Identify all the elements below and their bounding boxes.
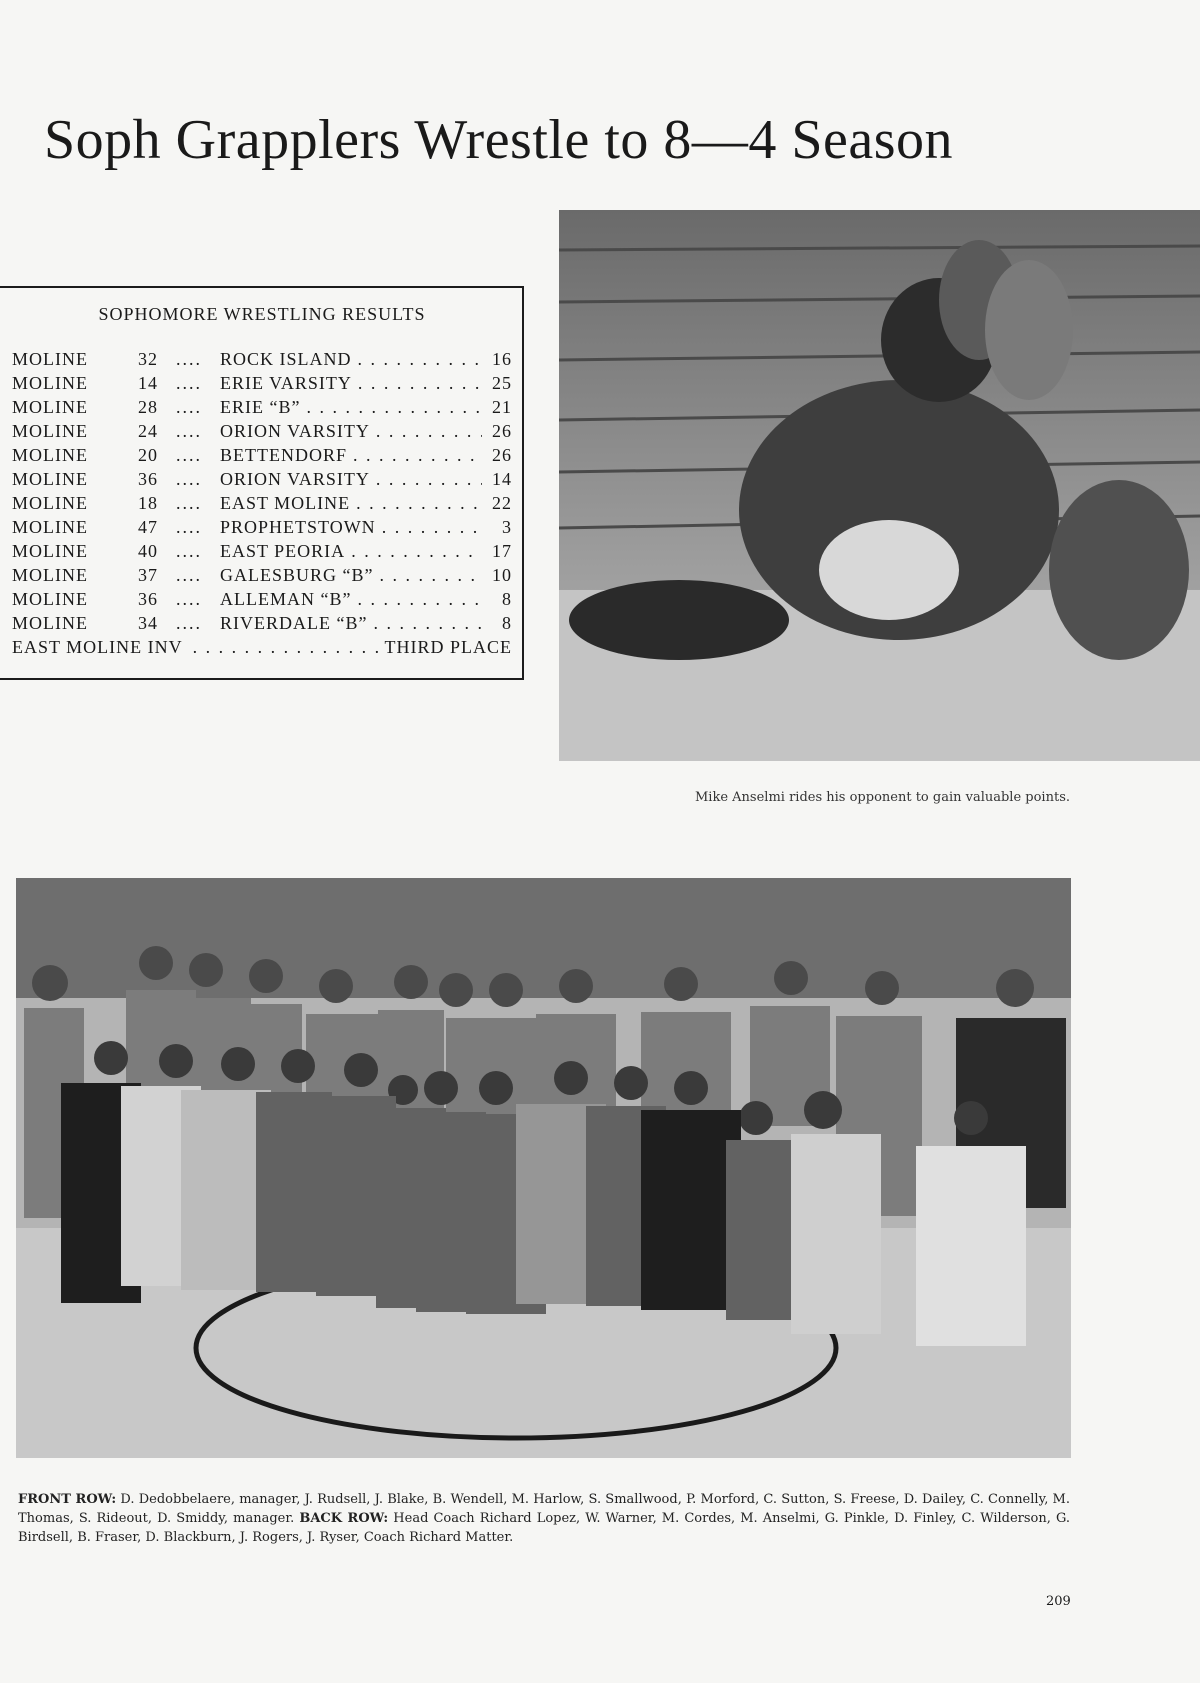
separator-dots: .... xyxy=(176,373,202,393)
result-row xyxy=(12,539,512,563)
moline-score: 18 xyxy=(138,493,158,513)
moline-score: 40 xyxy=(138,541,158,561)
moline-score: 24 xyxy=(138,421,158,441)
opponent-name: ORION VARSITY xyxy=(220,421,370,441)
opponent-score: 25 xyxy=(492,373,512,393)
team-name: MOLINE xyxy=(12,493,88,513)
leader-dots xyxy=(367,611,482,635)
team-name: MOLINE xyxy=(12,373,88,393)
result-row xyxy=(12,395,512,419)
leader-dots xyxy=(370,467,482,491)
opponent-cell xyxy=(220,419,482,443)
opponent-score: 8 xyxy=(502,589,512,609)
opponent-cell xyxy=(220,467,482,491)
team-group-photo xyxy=(16,878,1071,1458)
team-roster-caption xyxy=(18,1490,1070,1547)
moline-score: 28 xyxy=(138,397,158,417)
team-name: MOLINE xyxy=(12,589,88,609)
opponent-name: ROCK ISLAND xyxy=(220,349,352,369)
opponent-name: BETTENDORF xyxy=(220,445,347,465)
team-name: MOLINE xyxy=(12,445,88,465)
result-row xyxy=(12,371,512,395)
separator-dots: .... xyxy=(176,445,202,465)
final-result: THIRD PLACE xyxy=(384,637,512,657)
final-leader xyxy=(183,635,385,659)
opponent-cell xyxy=(220,539,482,563)
team-name: MOLINE xyxy=(12,469,88,489)
leader-dots xyxy=(345,539,482,563)
separator-dots: .... xyxy=(176,349,202,369)
result-row xyxy=(12,491,512,515)
leader-dots xyxy=(350,491,482,515)
leader-dots xyxy=(352,371,482,395)
opponent-score: 16 xyxy=(492,349,512,369)
opponent-score: 21 xyxy=(492,397,512,417)
front-row-names: D. Dedobbelaere, manager, J. Rudsell, J. Blake, B. Wendell, M. Harlow, S. Smallwood, P. Morford, C. Sutton, S. Freese, D. Dailey, C. Connelly, M. Thomas, S. Rideout, D. Smiddy, manager. xyxy=(18,1492,1070,1526)
moline-score: 47 xyxy=(138,517,158,537)
opponent-name: ERIE VARSITY xyxy=(220,373,352,393)
opponent-name: EAST MOLINE xyxy=(220,493,351,513)
opponent-score: 14 xyxy=(492,469,512,489)
result-row xyxy=(12,419,512,443)
separator-dots: .... xyxy=(176,469,202,489)
opponent-name: EAST PEORIA xyxy=(220,541,346,561)
opponent-cell xyxy=(220,563,482,587)
team-name: MOLINE xyxy=(12,613,88,633)
moline-score: 34 xyxy=(138,613,158,633)
opponent-name: ORION VARSITY xyxy=(220,469,370,489)
opponent-cell xyxy=(220,443,482,467)
moline-score: 37 xyxy=(138,565,158,585)
results-final-row xyxy=(12,635,512,659)
result-row xyxy=(12,347,512,371)
action-photo-caption: Mike Anselmi rides his opponent to gain valuable points. xyxy=(695,790,1070,805)
separator-dots: .... xyxy=(176,397,202,417)
opponent-score: 3 xyxy=(502,517,512,537)
opponent-score: 26 xyxy=(492,421,512,441)
back-row-names: Head Coach Richard Lopez, W. Warner, M. Cordes, M. Anselmi, G. Pinkle, D. Finley, C. Wilderson, G. Birdsell, B. Fraser, D. Blackburn, J. Rogers, J. Ryser, Coach Richard Matter. xyxy=(18,1511,1071,1545)
page-number: 209 xyxy=(1046,1594,1071,1609)
opponent-name: GALESBURG “B” xyxy=(220,565,374,585)
front-row-label: FRONT ROW: xyxy=(18,1492,117,1507)
team-name: MOLINE xyxy=(12,397,88,417)
opponent-name: PROPHETSTOWN xyxy=(220,517,376,537)
opponent-score: 8 xyxy=(502,613,512,633)
separator-dots: .... xyxy=(176,613,202,633)
team-name: MOLINE xyxy=(12,421,88,441)
team-name: MOLINE xyxy=(12,349,88,369)
result-row xyxy=(12,563,512,587)
opponent-cell xyxy=(220,611,482,635)
team-name: MOLINE xyxy=(12,517,88,537)
moline-score: 36 xyxy=(138,589,158,609)
separator-dots: .... xyxy=(176,589,202,609)
result-row xyxy=(12,587,512,611)
moline-score: 36 xyxy=(138,469,158,489)
leader-dots xyxy=(352,347,482,371)
moline-score: 14 xyxy=(138,373,158,393)
leader-dots xyxy=(351,587,482,611)
leader-dots xyxy=(300,395,482,419)
opponent-cell xyxy=(220,491,482,515)
opponent-cell xyxy=(220,371,482,395)
back-row-label: BACK ROW: xyxy=(299,1511,389,1526)
team-name: MOLINE xyxy=(12,565,88,585)
opponent-cell xyxy=(220,347,482,371)
opponent-name: ALLEMAN “B” xyxy=(220,589,352,609)
leader-dots xyxy=(370,419,482,443)
page-title: Soph Grapplers Wrestle to 8—4 Season xyxy=(44,109,954,171)
separator-dots: .... xyxy=(176,421,202,441)
opponent-score: 10 xyxy=(492,565,512,585)
leader-dots xyxy=(347,443,482,467)
result-row xyxy=(12,467,512,491)
opponent-cell xyxy=(220,395,482,419)
separator-dots: .... xyxy=(176,541,202,561)
result-row xyxy=(12,443,512,467)
team-name: MOLINE xyxy=(12,541,88,561)
separator-dots: .... xyxy=(176,565,202,585)
results-heading: SOPHOMORE WRESTLING RESULTS xyxy=(98,304,426,324)
leader-dots xyxy=(374,563,483,587)
opponent-cell xyxy=(220,587,482,611)
opponent-score: 22 xyxy=(492,493,512,513)
leader-dots xyxy=(376,515,482,539)
final-event: EAST MOLINE INV xyxy=(12,637,183,657)
moline-score: 20 xyxy=(138,445,158,465)
opponent-score: 17 xyxy=(492,541,512,561)
moline-score: 32 xyxy=(138,349,158,369)
result-row xyxy=(12,611,512,635)
opponent-score: 26 xyxy=(492,445,512,465)
wrestling-action-photo xyxy=(559,210,1200,761)
opponent-name: RIVERDALE “B” xyxy=(220,613,368,633)
results-rows xyxy=(12,347,512,635)
separator-dots: .... xyxy=(176,493,202,513)
separator-dots: .... xyxy=(176,517,202,537)
opponent-cell xyxy=(220,515,482,539)
result-row xyxy=(12,515,512,539)
opponent-name: ERIE “B” xyxy=(220,397,301,417)
results-table xyxy=(0,286,524,680)
